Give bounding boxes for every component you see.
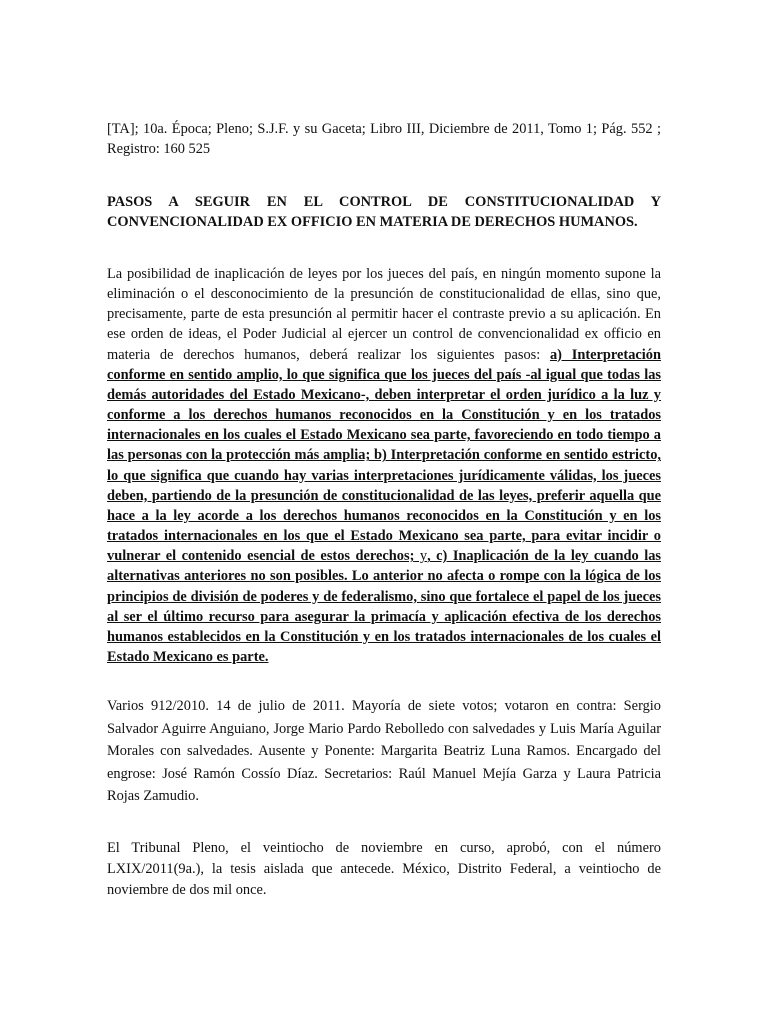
body-intro: La posibilidad de inaplicación de leyes por los jueces del país, en ningún momento supone la eliminación o el desconocimiento de la presunción de constitucionalidad de ellas, sino que, precisamente, parte de esta presunción al permitir hacer el contraste previo a su aplicación. En ese orden de ideas, el Poder Judicial al ejercer un control de convencionalidad ex officio en materia de derechos humanos, deberá realizar los siguientes pasos: (107, 266, 661, 363)
steps-a-b: a) Interpretación conforme en sentido amplio, lo que significa que los jueces del país -al igual que todas las demás autoridades del Estado Mexicano-, deben interpretar el orden jurídico a la luz y conforme a los derechos humanos reconocidos en la Constitución y en los tratados internacionales en los cuales el Estado Mexicano sea parte, favoreciendo en todo tiempo a las personas con la protección más amplia; b) Interpretación conforme en sentido estricto, lo que significa que cuando hay varias interpretaciones jurídicamente válidas, los jueces deben, partiendo de la presunción de constitucionalidad de las leyes, preferir aquella que hace a la ley acorde a los derechos humanos reconocidos en la Constitución y en los tratados internacionales en los que el Estado Mexicano sea parte, para evitar incidir o vulnerar el contenido esencial de estos derechos; (107, 346, 661, 565)
approval-paragraph: El Tribunal Pleno, el veintiocho de noviembre en curso, aprobó, con el número LXIX/2011(9a.), la tesis aislada que antecede. México, Distrito Federal, a veintiocho de noviembre de dos mil once. (107, 840, 661, 898)
citation-line: [TA]; 10a. Época; Pleno; S.J.F. y su Gaceta; Libro III, Diciembre de 2011, Tomo 1; Pág. 552 ; Registro: 160 525 (107, 121, 661, 157)
thesis-body (107, 264, 661, 667)
step-c: , c) Inaplicación de la ley cuando las alternativas anteriores no son posibles. Lo anterior no afecta o rompe con la lógica de los principios de división de poderes y de federalismo, sino que fortalece el papel de los jueces al ser el último recurso para asegurar la primacía y aplicación efectiva de los derechos humanos establecidos en la Constitución y en los tratados internacionales de los cuales el Estado Mexicano es parte. (107, 548, 661, 665)
thesis-title: PASOS A SEGUIR EN EL CONTROL DE CONSTITUCIONALIDAD Y CONVENCIONALIDAD EX OFFICIO EN MATERIA DE DERECHOS HUMANOS. (107, 194, 661, 230)
precedent-paragraph: Varios 912/2010. 14 de julio de 2011. Mayoría de siete votos; votaron en contra: Sergio Salvador Aguirre Anguiano, Jorge Mario Pardo Rebolledo con salvedades y Luis María Aguilar Morales con salvedades. Ausente y Ponente: Margarita Beatriz Luna Ramos. Encargado del engrose: José Ramón Cossío Díaz. Secretarios: Raúl Manuel Mejía Garza y Laura Patricia Rojas Zamudio. (107, 698, 661, 804)
connector-y: y (414, 548, 428, 565)
